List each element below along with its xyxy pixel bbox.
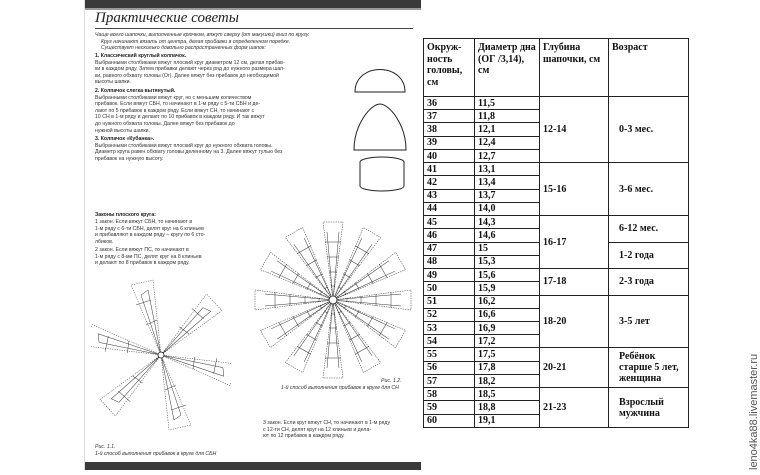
item-2-line: нужной высоты шапки. [95, 127, 150, 134]
law-2-line: и делают по 8 прибавок в каждом ряду. [95, 260, 190, 267]
law-3-line: ют по 12 прибавок в каждом ряду. [263, 433, 345, 440]
item-2-line: прибавок. Если вяжут СБН, то начинают в 1-м ряду с 5-ти СБН и де- [95, 101, 261, 108]
table-row [424, 295, 689, 308]
age-cell: 0-3 мес. [609, 97, 689, 163]
bottom-diameter-cell: 13,4 [475, 176, 540, 189]
age-cell: 6-12 мес. [609, 216, 689, 242]
head-circumference-cell: 36 [424, 97, 475, 110]
bottom-diameter-cell: 14,0 [475, 202, 540, 215]
item-2-line: 10 СН в 1-м ряду и делают по 10 прибавок в каждом ряду. И так вяжут [95, 114, 265, 121]
head-circumference-cell: 46 [424, 229, 475, 242]
table-row [424, 97, 689, 110]
head-circumference-cell: 47 [424, 242, 475, 255]
head-circumference-cell: 60 [424, 414, 475, 427]
hat-depth-cell: 17-18 [540, 269, 609, 295]
age-cell: 3-5 лет [609, 295, 689, 348]
header-age: Возраст [609, 39, 689, 97]
bottom-diameter-cell: 11,8 [475, 110, 540, 123]
head-circumference-cell: 54 [424, 335, 475, 348]
law-3-line: с 12-ти СН, делят круг на 12 клиньев и дела- [263, 426, 372, 433]
item-3-heading: 3. Колпачок «Кубанка». [95, 136, 155, 142]
bottom-diameter-cell: 17,8 [475, 361, 540, 374]
law-3-line: 3 закон. Если круг вяжут СН, то начинают в 1-м ряду [263, 420, 391, 426]
table-row [424, 269, 689, 282]
age-cell: 3-6 мес. [609, 163, 689, 216]
head-circumference-cell: 37 [424, 110, 475, 123]
sbn-circle-diagram [91, 270, 231, 440]
head-circumference-cell: 42 [424, 176, 475, 189]
law-1-line: и прибавляют в каждом ряду – кругу по 6 сто- [95, 232, 206, 239]
item-3-line: Диаметр круга равен обхвату головы деленному на 3. Далее вяжут тулью без [95, 149, 283, 156]
law-1-line: 1-м ряду с 6-ти СБН, делят круг на 6 клиньев [95, 225, 204, 232]
bottom-diameter-cell: 12,1 [475, 123, 540, 136]
hat-depth-cell: 16-17 [540, 216, 609, 269]
age-cell: 2-3 года [609, 269, 689, 295]
age-cell: Ребёнок старше 5 лет, женщина [609, 348, 689, 388]
bottom-diameter-cell: 17,5 [475, 348, 540, 361]
table-row [424, 163, 689, 176]
head-circumference-cell: 45 [424, 216, 475, 229]
bottom-diameter-cell: 14,3 [475, 216, 540, 229]
header-bottom-diameter: Диаметр дна (ОГ /3,14), см [475, 39, 540, 97]
head-circumference-cell: 40 [424, 149, 475, 162]
page-footer-bar [85, 462, 421, 470]
head-circumference-cell: 58 [424, 388, 475, 401]
bottom-diameter-cell: 18,8 [475, 401, 540, 414]
head-circumference-cell: 53 [424, 321, 475, 334]
bottom-diameter-cell: 15,6 [475, 269, 540, 282]
intro-line-3: Существует несколько довольно распространенных форм шапок: [101, 45, 266, 52]
table-row [424, 388, 689, 401]
head-circumference-cell: 48 [424, 255, 475, 268]
watermark: leno4ka88.livemaster.ru [748, 353, 760, 470]
hat-shapes-illustration [349, 54, 419, 204]
bottom-diameter-cell: 16,2 [475, 295, 540, 308]
age-cell: 1-2 года [609, 242, 689, 268]
head-circumference-cell: 41 [424, 163, 475, 176]
header-hat-depth: Глубина шапочки, см [540, 39, 609, 97]
hat-depth-cell: 18-20 [540, 295, 609, 348]
bottom-diameter-cell: 19,1 [475, 414, 540, 427]
bottom-diameter-cell: 16,9 [475, 321, 540, 334]
bottom-diameter-cell: 13,7 [475, 189, 540, 202]
law-1-line: 1 закон. Если вяжут СБН, то начинают в [95, 219, 193, 225]
head-circumference-cell: 39 [424, 136, 475, 149]
bottom-diameter-cell: 15,3 [475, 255, 540, 268]
item-1-heading: 1. Классический круглый колпачок. [95, 53, 187, 59]
bottom-diameter-cell: 17,2 [475, 335, 540, 348]
hat-depth-cell: 20-21 [540, 348, 609, 388]
head-circumference-cell: 57 [424, 374, 475, 387]
header-head-circumference: Окруж-ность головы, см [424, 39, 475, 97]
fig-1-label: Рис. 1.1. [95, 444, 116, 450]
law-2-line: 2 закон. Если вяжут ПС, то начинают в [95, 247, 189, 253]
bottom-diameter-cell: 13,1 [475, 163, 540, 176]
item-1-line: ки в каждом ряду. Затем прибавки делают через ряд до нужного размера шап- [95, 66, 285, 73]
head-circumference-cell: 43 [424, 189, 475, 202]
title-rule [95, 28, 413, 29]
bottom-diameter-cell: 12,7 [475, 149, 540, 162]
hat-size-table [423, 38, 689, 428]
item-3-line: прибавок на нужную высоту. [95, 155, 164, 162]
head-circumference-cell: 55 [424, 348, 475, 361]
head-circumference-cell: 50 [424, 282, 475, 295]
intro-line-2: Круг начинают вязать от центра, делая прибавки в определенном порядке. [101, 38, 291, 45]
head-circumference-cell: 44 [424, 202, 475, 215]
head-circumference-cell: 51 [424, 295, 475, 308]
head-circumference-cell: 52 [424, 308, 475, 321]
item-2-line: лают по 5 прибавок в каждом ряду. Если вяжут СН, то начинают с [95, 107, 255, 114]
page-title: Практические советы [95, 10, 239, 26]
laws-heading: Законы плоского круга: [95, 212, 156, 218]
item-1-line: высоты шапки. [95, 79, 131, 86]
hat-depth-cell: 21-23 [540, 388, 609, 428]
item-1-line: Выбранными столбиками вяжут плоский круг диаметром 12 см, делая прибав- [95, 59, 285, 66]
intro-line-1: Чаще всего шапочки, выполненные крючком, вяжут сверху (от макушки) вниз по кругу. [95, 32, 310, 38]
hat-depth-cell: 15-16 [540, 163, 609, 216]
head-circumference-cell: 49 [424, 269, 475, 282]
head-circumference-cell: 59 [424, 401, 475, 414]
item-2-line: до нужного обхвата головы. Далее вяжут без прибавок до [95, 121, 235, 127]
sn-circle-diagram [247, 212, 419, 390]
head-circumference-cell: 56 [424, 361, 475, 374]
hat-depth-cell: 12-14 [540, 97, 609, 163]
item-1-line: ки, равного обхвату головы (Ог). Далее вяжут без прибавок до необходимой [95, 72, 279, 79]
bottom-diameter-cell: 18,5 [475, 388, 540, 401]
bottom-diameter-cell: 11,5 [475, 97, 540, 110]
law-2-line: 1-м ряду с 8-ми ПС, делят круг на 8 клиньев [95, 253, 202, 260]
table-row [424, 216, 689, 229]
law-1-line: лбиков. [95, 238, 114, 245]
item-3-line: Выбранными столбиками вяжут плоский круг до нужного обхвата головы. [95, 142, 273, 149]
fig-2-caption: 1-й способ выполнения прибавок в круге для СН [281, 385, 399, 391]
page-header-bar [85, 0, 421, 8]
book-page [84, 0, 421, 470]
bottom-diameter-cell: 12,4 [475, 136, 540, 149]
bottom-diameter-cell: 15,9 [475, 282, 540, 295]
age-cell: Взрослый мужчина [609, 388, 689, 428]
table-header-row [424, 39, 689, 97]
fig-2-label: Рис. 1.2. [381, 378, 402, 384]
table-row [424, 348, 689, 361]
fig-1-caption: 1-й способ выполнения прибавок в круге для СБН [95, 450, 217, 457]
item-2-heading: 2. Колпачок слегка вытянутый. [95, 88, 176, 94]
bottom-diameter-cell: 14,6 [475, 229, 540, 242]
bottom-diameter-cell: 15 [475, 242, 540, 255]
bottom-diameter-cell: 18,2 [475, 374, 540, 387]
item-2-line: Выбранными столбиками вяжут круг, но с меньшим количеством [95, 94, 252, 101]
head-circumference-cell: 38 [424, 123, 475, 136]
bottom-diameter-cell: 16,6 [475, 308, 540, 321]
